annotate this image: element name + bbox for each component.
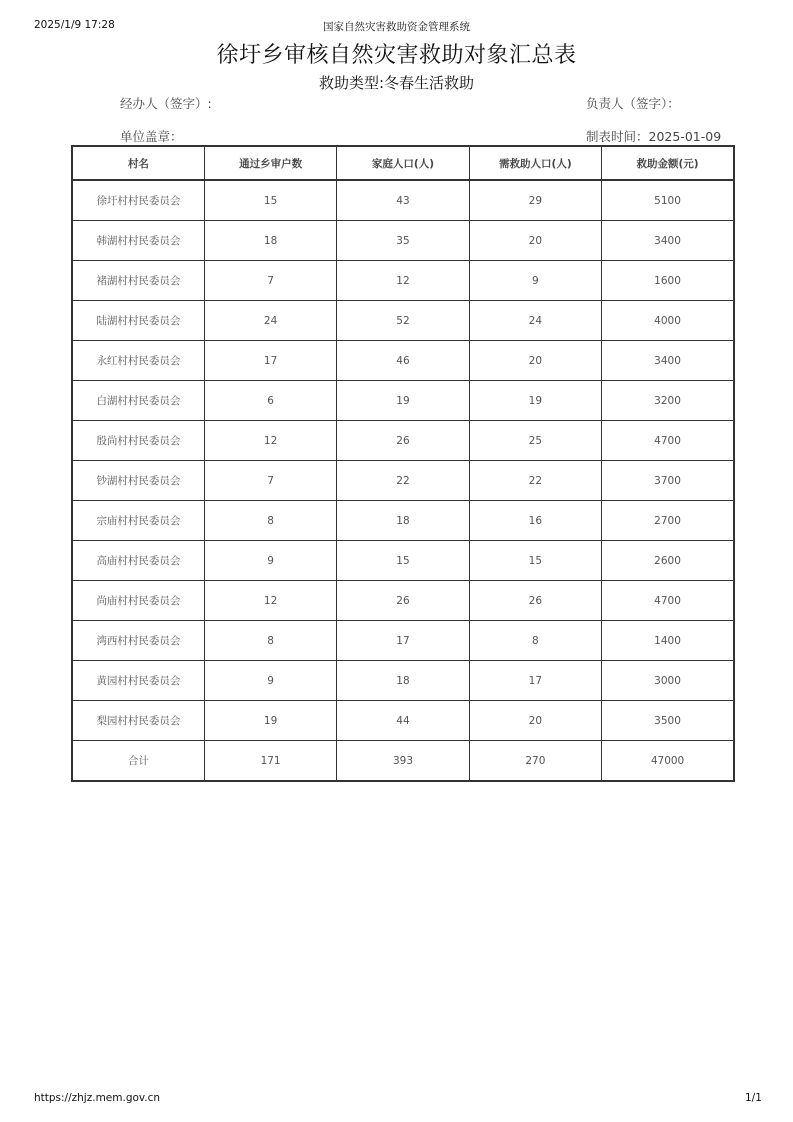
table-cell: 17 — [469, 661, 601, 701]
table-cell: 8 — [469, 621, 601, 661]
table-cell: 陆湖村村民委员会 — [72, 301, 204, 341]
table-cell: 高庙村村民委员会 — [72, 541, 204, 581]
table-cell: 26 — [469, 581, 601, 621]
table-cell: 3000 — [602, 661, 734, 701]
table-cell: 湾西村村民委员会 — [72, 621, 204, 661]
table-cell: 8 — [204, 501, 336, 541]
table-cell: 29 — [469, 180, 601, 221]
footer-url: https://zhjz.mem.gov.cn — [34, 1092, 161, 1104]
table-cell: 46 — [337, 341, 469, 381]
table-cell: 白湖村村民委员会 — [72, 381, 204, 421]
table-cell: 合计 — [72, 741, 204, 782]
table-cell: 4700 — [602, 581, 734, 621]
table-cell: 2600 — [602, 541, 734, 581]
table-cell: 12 — [204, 581, 336, 621]
table-cell: 20 — [469, 341, 601, 381]
column-header: 通过乡审户数 — [204, 146, 336, 180]
table-cell: 9 — [204, 661, 336, 701]
table-row — [72, 621, 734, 661]
table-cell: 19 — [337, 381, 469, 421]
table-cell: 12 — [337, 261, 469, 301]
table-cell: 24 — [204, 301, 336, 341]
table-cell: 韩湖村村民委员会 — [72, 221, 204, 261]
responsible-signature-label: 负责人（签字）： — [586, 96, 680, 111]
table-row — [72, 701, 734, 741]
system-name: 国家自然灾害救助资金管理系统 — [323, 21, 470, 33]
column-header: 家庭人口(人) — [337, 146, 469, 180]
table-cell: 4000 — [602, 301, 734, 341]
total-row — [72, 741, 734, 782]
table-cell: 殷尚村村民委员会 — [72, 421, 204, 461]
table-cell: 16 — [469, 501, 601, 541]
table-row — [72, 301, 734, 341]
page-number: 1/1 — [745, 1092, 762, 1104]
table-row — [72, 381, 734, 421]
table-row — [72, 581, 734, 621]
table-cell: 20 — [469, 701, 601, 741]
table-row — [72, 421, 734, 461]
table-cell: 12 — [204, 421, 336, 461]
table-cell: 25 — [469, 421, 601, 461]
table-cell: 26 — [337, 421, 469, 461]
table-cell: 3400 — [602, 341, 734, 381]
table-cell: 徐圩村村民委员会 — [72, 180, 204, 221]
relief-summary-table — [71, 145, 735, 782]
table-cell: 6 — [204, 381, 336, 421]
relief-type: 救助类型:冬春生活救助 — [318, 74, 475, 92]
table-cell: 1600 — [602, 261, 734, 301]
table-cell: 22 — [469, 461, 601, 501]
table-cell: 43 — [337, 180, 469, 221]
table-cell: 宗庙村村民委员会 — [72, 501, 204, 541]
table-row — [72, 501, 734, 541]
table-cell: 15 — [469, 541, 601, 581]
table-cell: 5100 — [602, 180, 734, 221]
table-cell: 15 — [204, 180, 336, 221]
table-cell: 钞湖村村民委员会 — [72, 461, 204, 501]
table-cell: 15 — [337, 541, 469, 581]
table-cell: 褚湖村村民委员会 — [72, 261, 204, 301]
table-cell: 22 — [337, 461, 469, 501]
table-body — [72, 180, 734, 781]
table-cell: 26 — [337, 581, 469, 621]
column-header: 村名 — [72, 146, 204, 180]
table-cell: 24 — [469, 301, 601, 341]
table-cell: 7 — [204, 461, 336, 501]
table-cell: 8 — [204, 621, 336, 661]
table-header-row — [72, 146, 734, 180]
unit-seal-label: 单位盖章： — [120, 129, 183, 144]
table-row — [72, 221, 734, 261]
table-cell: 9 — [469, 261, 601, 301]
table-cell: 393 — [337, 741, 469, 782]
table-cell: 20 — [469, 221, 601, 261]
print-datetime: 2025/1/9 17:28 — [34, 19, 115, 31]
table-cell: 黄园村村民委员会 — [72, 661, 204, 701]
table-row — [72, 180, 734, 221]
table-cell: 9 — [204, 541, 336, 581]
handler-signature-label: 经办人（签字）: — [120, 96, 212, 111]
table-cell: 3200 — [602, 381, 734, 421]
table-row — [72, 461, 734, 501]
column-header: 需救助人口(人) — [469, 146, 601, 180]
table-cell: 47000 — [602, 741, 734, 782]
table-cell: 19 — [204, 701, 336, 741]
table-row — [72, 341, 734, 381]
table-cell: 3500 — [602, 701, 734, 741]
table-cell: 梨园村村民委员会 — [72, 701, 204, 741]
table-cell: 270 — [469, 741, 601, 782]
table-row — [72, 541, 734, 581]
table-cell: 3400 — [602, 221, 734, 261]
document-title: 徐圩乡审核自然灾害救助对象汇总表 — [216, 43, 577, 68]
table-cell: 35 — [337, 221, 469, 261]
table-cell: 171 — [204, 741, 336, 782]
table-cell: 17 — [337, 621, 469, 661]
table-cell: 18 — [337, 501, 469, 541]
table-cell: 17 — [204, 341, 336, 381]
table-cell: 尚庙村村民委员会 — [72, 581, 204, 621]
table-cell: 44 — [337, 701, 469, 741]
table-cell: 19 — [469, 381, 601, 421]
table-cell: 2700 — [602, 501, 734, 541]
table-cell: 1400 — [602, 621, 734, 661]
table-cell: 3700 — [602, 461, 734, 501]
table-date: 制表时间：2025-01-09 — [586, 129, 722, 144]
table-row — [72, 261, 734, 301]
column-header: 救助金额(元) — [602, 146, 734, 180]
table-cell: 52 — [337, 301, 469, 341]
table-cell: 4700 — [602, 421, 734, 461]
table-row — [72, 661, 734, 701]
table-cell: 永红村村民委员会 — [72, 341, 204, 381]
table-cell: 18 — [204, 221, 336, 261]
table-cell: 7 — [204, 261, 336, 301]
table-cell: 18 — [337, 661, 469, 701]
